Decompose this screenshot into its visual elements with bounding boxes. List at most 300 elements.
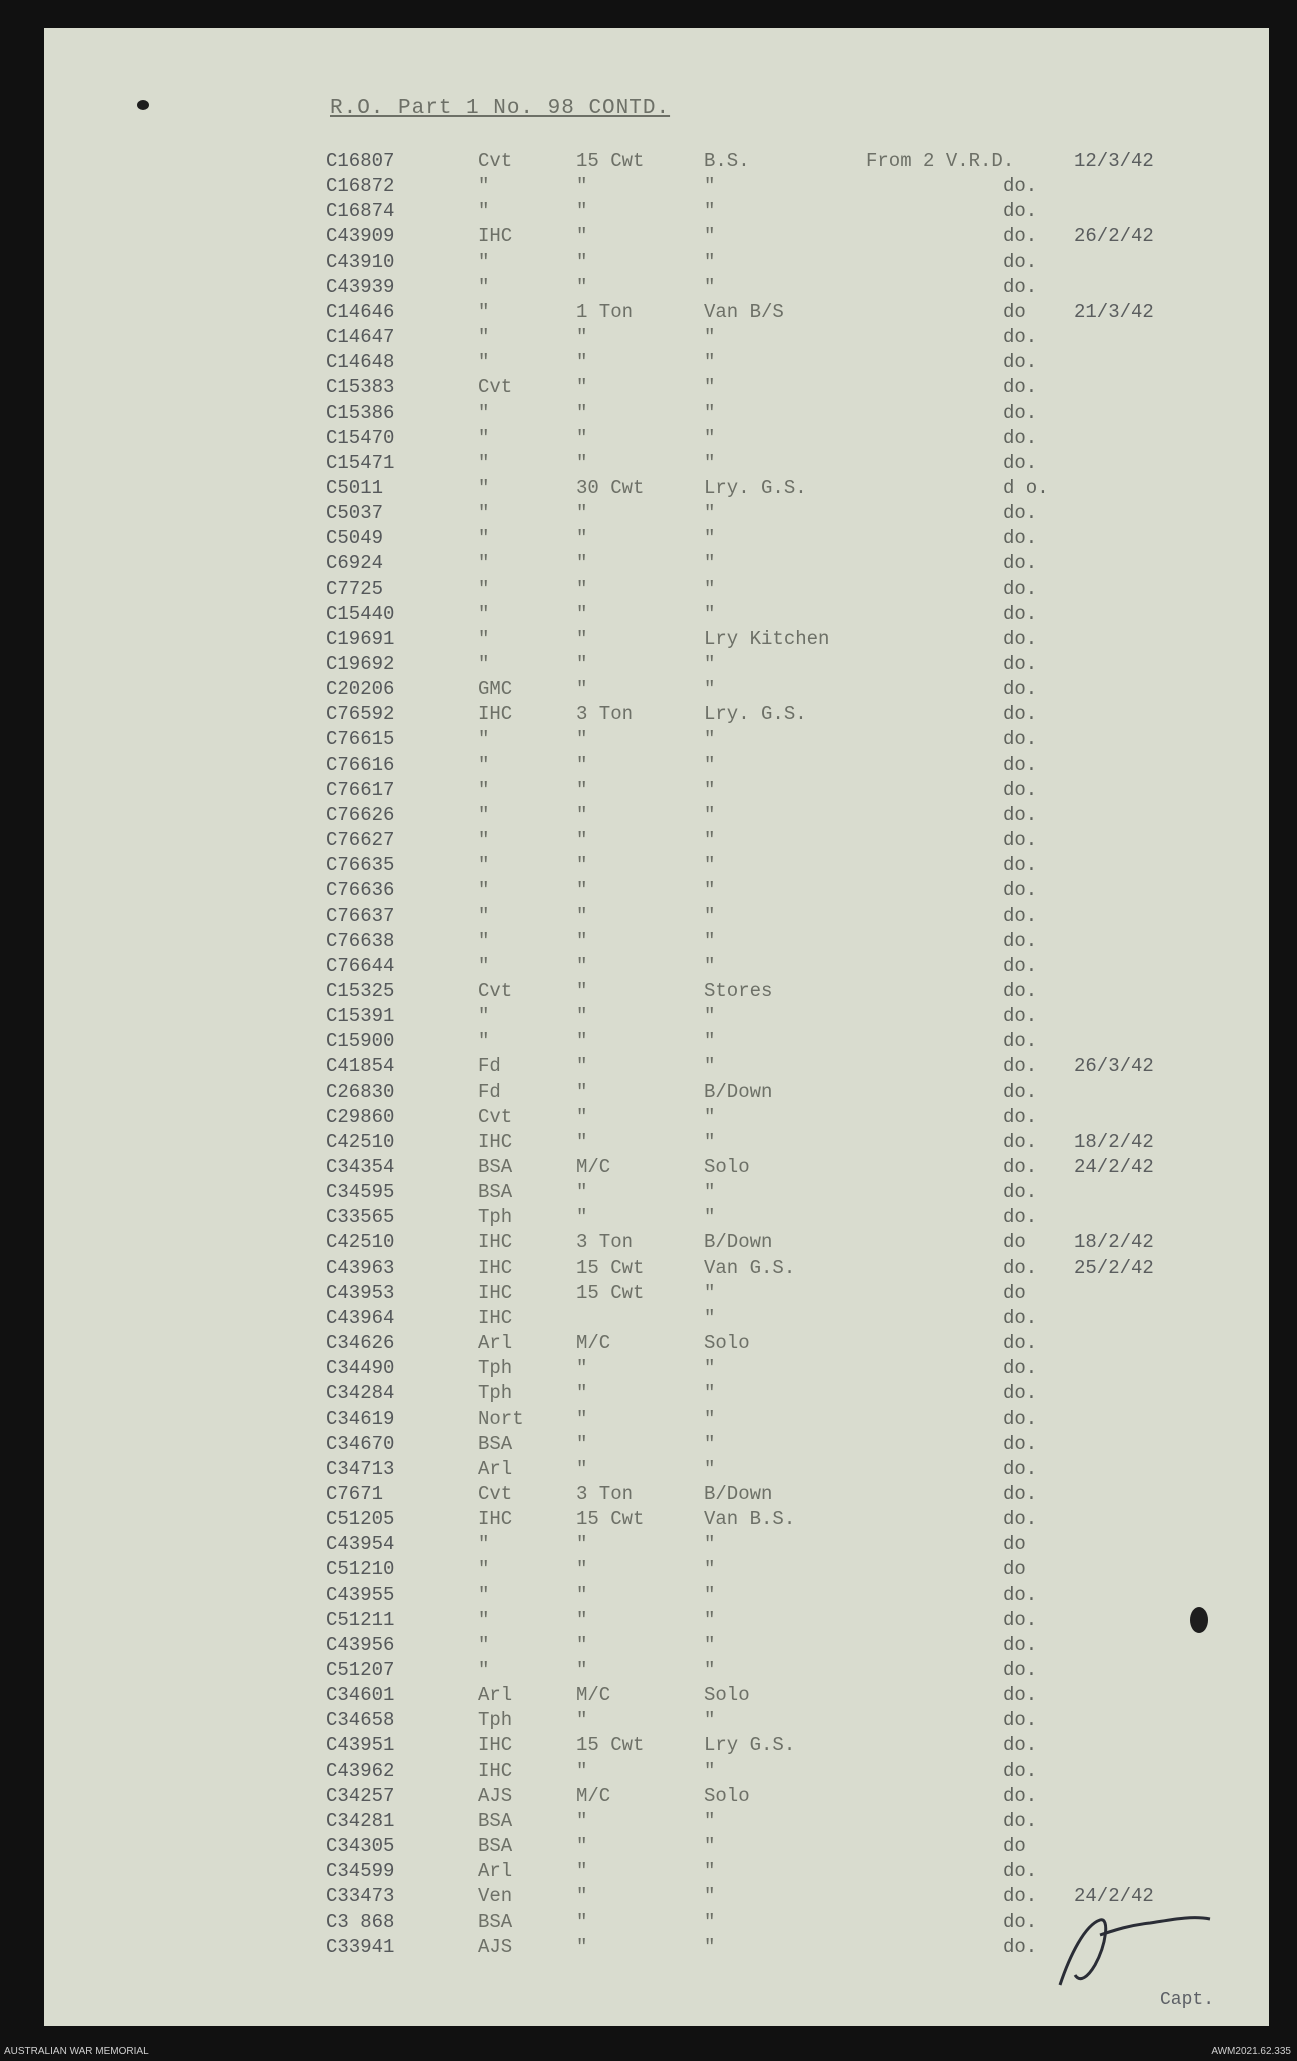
ditto-mark: do. (1003, 954, 1038, 977)
vehicle-make: " (478, 778, 490, 801)
vehicle-make: Nort (478, 1407, 524, 1430)
table-row (0, 301, 1297, 326)
vehicle-size: " (576, 527, 588, 550)
ditto-mark: do. (1003, 753, 1038, 776)
vehicle-number: C26830 (326, 1080, 395, 1103)
vehicle-make: " (478, 904, 490, 927)
vehicle-type: " (704, 200, 716, 223)
vehicle-size: " (576, 1105, 588, 1128)
vehicle-size: " (576, 1382, 588, 1405)
ditto-mark: do. (1003, 1457, 1038, 1480)
vehicle-make: " (478, 476, 490, 499)
vehicle-number: C34599 (326, 1860, 395, 1883)
vehicle-make: " (478, 627, 490, 650)
vehicle-make: " (478, 803, 490, 826)
vehicle-number: C34658 (326, 1709, 395, 1732)
vehicle-size: " (576, 200, 588, 223)
table-row (0, 1156, 1297, 1181)
vehicle-number: C76638 (326, 929, 395, 952)
vehicle-number: C16807 (326, 150, 395, 172)
vehicle-number: C76627 (326, 829, 395, 852)
vehicle-size: " (576, 250, 588, 273)
vehicle-type: " (704, 1181, 716, 1204)
vehicle-type: " (704, 1357, 716, 1380)
ditto-mark: do. (1003, 904, 1038, 927)
table-row (0, 1860, 1297, 1885)
vehicle-make: Arl (478, 1684, 513, 1707)
vehicle-number: C42510 (326, 1130, 395, 1153)
ditto-mark: do. (1003, 1734, 1038, 1757)
table-row (0, 703, 1297, 728)
table-row (0, 779, 1297, 804)
vehicle-make: " (478, 401, 490, 424)
ditto-mark: do. (1003, 225, 1038, 248)
vehicle-type: " (704, 753, 716, 776)
ditto-mark: do. (1003, 1508, 1038, 1531)
table-row (0, 1282, 1297, 1307)
vehicle-number: C43963 (326, 1256, 395, 1279)
date-entry: 26/3/42 (1074, 1055, 1154, 1078)
vehicle-size: 3 Ton (576, 703, 634, 726)
vehicle-make: IHC (478, 1759, 513, 1782)
table-row (0, 1584, 1297, 1609)
ditto-mark: do. (1003, 1482, 1038, 1505)
table-row (0, 1734, 1297, 1759)
vehicle-type: Lry G.S. (704, 1734, 796, 1757)
ditto-mark: do. (1003, 1206, 1038, 1229)
vehicle-number: C15386 (326, 401, 395, 424)
vehicle-size: " (576, 627, 588, 650)
vehicle-type: " (704, 1910, 716, 1933)
ditto-mark: do. (1003, 1130, 1038, 1153)
table-row (0, 1131, 1297, 1156)
vehicle-type: " (704, 502, 716, 525)
vehicle-make: " (478, 577, 490, 600)
vehicle-type: " (704, 577, 716, 600)
vehicle-make: " (478, 200, 490, 223)
table-row (0, 1332, 1297, 1357)
vehicle-size: 15 Cwt (576, 1734, 645, 1757)
table-row (0, 1257, 1297, 1282)
vehicle-number: C43953 (326, 1281, 395, 1304)
vehicle-make: " (478, 275, 490, 298)
vehicle-size: " (576, 1633, 588, 1656)
table-row (0, 930, 1297, 955)
vehicle-number: C15440 (326, 602, 395, 625)
vehicle-type: B/Down (704, 1080, 773, 1103)
vehicle-size: " (576, 275, 588, 298)
ditto-mark: do. (1003, 1030, 1038, 1053)
vehicle-number: C43939 (326, 275, 395, 298)
vehicle-number: C29860 (326, 1105, 395, 1128)
table-row (0, 955, 1297, 980)
vehicle-size: " (576, 829, 588, 852)
vehicle-size: " (576, 1860, 588, 1883)
vehicle-make: BSA (478, 1156, 513, 1178)
vehicle-make: " (478, 1633, 490, 1656)
ditto-mark: do. (1003, 602, 1038, 625)
vehicle-make: IHC (478, 1281, 513, 1304)
vehicle-make: Ven (478, 1885, 513, 1908)
table-row (0, 1030, 1297, 1055)
vehicle-number: C14648 (326, 351, 395, 374)
ditto-mark: do. (1003, 778, 1038, 801)
vehicle-size: 3 Ton (576, 1482, 634, 1505)
vehicle-type: Lry Kitchen (704, 627, 830, 650)
vehicle-size: " (576, 1558, 588, 1581)
ditto-mark: do. (1003, 1181, 1038, 1204)
vehicle-make: Arl (478, 1457, 513, 1480)
vehicle-make: Cvt (478, 150, 513, 172)
vehicle-make: " (478, 728, 490, 751)
table-row (0, 552, 1297, 577)
ditto-mark: do. (1003, 275, 1038, 298)
ditto-mark: do. (1003, 1382, 1038, 1405)
table-row (0, 326, 1297, 351)
vehicle-size: " (576, 1533, 588, 1556)
vehicle-make: " (478, 1005, 490, 1028)
vehicle-number: C76617 (326, 778, 395, 801)
vehicle-number: C76636 (326, 879, 395, 902)
vehicle-number: C76626 (326, 803, 395, 826)
ditto-mark: do. (1003, 1332, 1038, 1355)
table-row (0, 1609, 1297, 1634)
vehicle-make: " (478, 854, 490, 877)
table-row (0, 477, 1297, 502)
ditto-mark: do. (1003, 376, 1038, 399)
table-row (0, 728, 1297, 753)
vehicle-type: " (704, 1407, 716, 1430)
vehicle-type: Solo (704, 1332, 750, 1355)
vehicle-number: C5037 (326, 502, 384, 525)
vehicle-make: IHC (478, 1306, 513, 1329)
vehicle-type: Lry. G.S. (704, 703, 807, 726)
vehicle-size: M/C (576, 1784, 611, 1807)
signature-title: Capt. (1160, 1990, 1215, 2010)
table-row (0, 1307, 1297, 1332)
vehicle-number: C34601 (326, 1684, 395, 1707)
vehicle-make: " (478, 451, 490, 474)
vehicle-size: M/C (576, 1332, 611, 1355)
vehicle-type: " (704, 1382, 716, 1405)
table-row (0, 1433, 1297, 1458)
vehicle-size: " (576, 1181, 588, 1204)
vehicle-number: C43955 (326, 1583, 395, 1606)
vehicle-number: C76637 (326, 904, 395, 927)
ditto-mark: do. (1003, 401, 1038, 424)
vehicle-make: IHC (478, 225, 513, 248)
ditto-mark: do. (1003, 326, 1038, 349)
table-row (0, 276, 1297, 301)
vehicle-make: Arl (478, 1860, 513, 1883)
vehicle-size: " (576, 1759, 588, 1782)
table-row (0, 1357, 1297, 1382)
vehicle-number: C76644 (326, 954, 395, 977)
vehicle-number: C5011 (326, 476, 384, 499)
vehicle-make: IHC (478, 1256, 513, 1279)
ditto-mark: do. (1003, 1784, 1038, 1807)
ditto-mark: do. (1003, 250, 1038, 273)
vehicle-number: C16874 (326, 200, 395, 223)
ditto-mark: do. (1003, 653, 1038, 675)
table-row (0, 628, 1297, 653)
vehicle-size: " (576, 175, 588, 198)
ditto-mark: do. (1003, 1055, 1038, 1078)
table-row (0, 754, 1297, 779)
ditto-mark: do. (1003, 1759, 1038, 1782)
source-unit: From 2 V.R.D. (866, 150, 1015, 172)
vehicle-size: " (576, 1809, 588, 1832)
table-row (0, 1408, 1297, 1433)
vehicle-size: " (576, 502, 588, 525)
vehicle-size: " (576, 979, 588, 1002)
vehicle-size: " (576, 854, 588, 877)
vehicle-size: 15 Cwt (576, 150, 645, 172)
vehicle-number: C14646 (326, 300, 395, 323)
vehicle-make: Fd (478, 1080, 501, 1103)
vehicle-make: " (478, 351, 490, 374)
vehicle-number: C34284 (326, 1382, 395, 1405)
vehicle-number: C7725 (326, 577, 384, 600)
table-row (0, 1709, 1297, 1734)
vehicle-number: C43909 (326, 225, 395, 248)
vehicle-make: AJS (478, 1935, 513, 1958)
vehicle-size: M/C (576, 1156, 611, 1178)
table-row (0, 1533, 1297, 1558)
ditto-mark: do. (1003, 1306, 1038, 1329)
vehicle-number: C43956 (326, 1633, 395, 1656)
vehicle-type: " (704, 778, 716, 801)
ditto-mark: do. (1003, 1633, 1038, 1656)
vehicle-size: " (576, 753, 588, 776)
vehicle-number: C33565 (326, 1206, 395, 1229)
vehicle-number: C76616 (326, 753, 395, 776)
vehicle-type: " (704, 1935, 716, 1958)
vehicle-number: C34595 (326, 1181, 395, 1204)
vehicle-number: C34670 (326, 1432, 395, 1455)
vehicle-number: C51207 (326, 1659, 395, 1681)
vehicle-make: " (478, 1583, 490, 1606)
vehicle-make: " (478, 829, 490, 852)
vehicle-type: " (704, 1306, 716, 1329)
table-row (0, 905, 1297, 930)
vehicle-number: C42510 (326, 1231, 395, 1254)
table-row (0, 1231, 1297, 1256)
vehicle-make: " (478, 300, 490, 323)
ditto-mark: do. (1003, 175, 1038, 198)
vehicle-type: " (704, 1281, 716, 1304)
vehicle-type: " (704, 1583, 716, 1606)
vehicle-make: AJS (478, 1784, 513, 1807)
vehicle-make: " (478, 527, 490, 550)
table-row (0, 1458, 1297, 1483)
table-row (0, 1181, 1297, 1206)
vehicle-type: B/Down (704, 1482, 773, 1505)
vehicle-number: C34626 (326, 1332, 395, 1355)
ditto-mark: do. (1003, 502, 1038, 525)
vehicle-type: Lry. G.S. (704, 476, 807, 499)
vehicle-type: Van G.S. (704, 1256, 796, 1279)
table-row (0, 1835, 1297, 1860)
ditto-mark: do (1003, 1558, 1026, 1581)
table-row (0, 175, 1297, 200)
vehicle-make: Tph (478, 1206, 513, 1229)
vehicle-number: C34713 (326, 1457, 395, 1480)
vehicle-size: " (576, 1835, 588, 1858)
vehicle-number: C76615 (326, 728, 395, 751)
vehicle-make: Cvt (478, 1105, 513, 1128)
vehicle-type: " (704, 728, 716, 751)
ditto-mark: do (1003, 1231, 1026, 1254)
ditto-mark: do. (1003, 1684, 1038, 1707)
ditto-mark: do. (1003, 1885, 1038, 1908)
vehicle-number: C19691 (326, 627, 395, 650)
table-row (0, 225, 1297, 250)
ditto-mark: do. (1003, 351, 1038, 374)
vehicle-make: " (478, 426, 490, 449)
ditto-mark: do (1003, 1835, 1026, 1858)
vehicle-number: C15470 (326, 426, 395, 449)
vehicle-size: " (576, 351, 588, 374)
vehicle-type: " (704, 1633, 716, 1656)
vehicle-size: " (576, 1709, 588, 1732)
vehicle-type: " (704, 854, 716, 877)
table-row (0, 578, 1297, 603)
vehicle-make: " (478, 250, 490, 273)
ditto-mark: do. (1003, 1080, 1038, 1103)
date-entry: 18/2/42 (1074, 1130, 1154, 1153)
vehicle-number: C6924 (326, 552, 384, 575)
vehicle-size: " (576, 904, 588, 927)
vehicle-type: B/Down (704, 1231, 773, 1254)
vehicle-make: BSA (478, 1432, 513, 1455)
vehicle-size: " (576, 1005, 588, 1028)
vehicle-size: " (576, 1432, 588, 1455)
vehicle-size: " (576, 451, 588, 474)
vehicle-number: C34619 (326, 1407, 395, 1430)
ditto-mark: do. (1003, 1407, 1038, 1430)
vehicle-make: Tph (478, 1382, 513, 1405)
date-entry: 12/3/42 (1074, 150, 1154, 172)
vehicle-type: " (704, 1533, 716, 1556)
vehicle-number: C15383 (326, 376, 395, 399)
vehicle-number: C43954 (326, 1533, 395, 1556)
ditto-mark: do. (1003, 426, 1038, 449)
table-row (0, 527, 1297, 552)
vehicle-type: " (704, 954, 716, 977)
vehicle-size: " (576, 1407, 588, 1430)
vehicle-number: C15900 (326, 1030, 395, 1053)
ditto-mark: d o. (1003, 476, 1049, 499)
vehicle-make: IHC (478, 1508, 513, 1531)
vehicle-number: C15391 (326, 1005, 395, 1028)
vehicle-make: " (478, 552, 490, 575)
vehicle-number: C33473 (326, 1885, 395, 1908)
ditto-mark: do. (1003, 1659, 1038, 1681)
vehicle-number: C5049 (326, 527, 384, 550)
vehicle-make: " (478, 1533, 490, 1556)
vehicle-number: C16872 (326, 175, 395, 198)
vehicle-number: C43910 (326, 250, 395, 273)
vehicle-type: " (704, 602, 716, 625)
vehicle-make: " (478, 929, 490, 952)
vehicle-size: " (576, 1659, 588, 1681)
table-row (0, 980, 1297, 1005)
table-row (0, 502, 1297, 527)
date-entry: 26/2/42 (1074, 225, 1154, 248)
date-entry: 18/2/42 (1074, 1231, 1154, 1254)
vehicle-make: " (478, 602, 490, 625)
vehicle-number: C76635 (326, 854, 395, 877)
vehicle-type: " (704, 1558, 716, 1581)
vehicle-make: " (478, 1030, 490, 1053)
vehicle-number: C51205 (326, 1508, 395, 1531)
table-row (0, 1634, 1297, 1659)
vehicle-type: " (704, 175, 716, 198)
table-row (0, 376, 1297, 401)
vehicle-type: " (704, 527, 716, 550)
vehicle-type: Van B.S. (704, 1508, 796, 1531)
vehicle-number: C34354 (326, 1156, 395, 1178)
vehicle-type: " (704, 225, 716, 248)
vehicle-type: " (704, 1206, 716, 1229)
vehicle-make: BSA (478, 1835, 513, 1858)
vehicle-type: " (704, 1835, 716, 1858)
ditto-mark: do (1003, 1281, 1026, 1304)
ditto-mark: do. (1003, 200, 1038, 223)
vehicle-make: BSA (478, 1809, 513, 1832)
vehicle-number: C15325 (326, 979, 395, 1002)
footer-right: AWM2021.62.335 (1211, 2046, 1291, 2057)
ditto-mark: do. (1003, 728, 1038, 751)
vehicle-size: " (576, 426, 588, 449)
vehicle-type: " (704, 275, 716, 298)
vehicle-size: " (576, 1206, 588, 1229)
document-header: R.O. Part 1 No. 98 CONTD. (330, 97, 671, 120)
vehicle-make: IHC (478, 1231, 513, 1254)
vehicle-number: C33941 (326, 1935, 395, 1958)
ditto-mark: do. (1003, 829, 1038, 852)
vehicle-type: " (704, 1030, 716, 1053)
vehicle-size: " (576, 678, 588, 701)
vehicle-size: " (576, 653, 588, 675)
ink-mark (137, 100, 149, 110)
table-row (0, 351, 1297, 376)
vehicle-type: " (704, 401, 716, 424)
table-row (0, 1558, 1297, 1583)
vehicle-make: IHC (478, 1734, 513, 1757)
vehicle-type: " (704, 250, 716, 273)
vehicle-make: " (478, 1608, 490, 1631)
date-entry: 24/2/42 (1074, 1156, 1154, 1178)
ditto-mark: do. (1003, 703, 1038, 726)
vehicle-size: " (576, 1080, 588, 1103)
table-row (0, 452, 1297, 477)
vehicle-make: IHC (478, 703, 513, 726)
vehicle-number: C43951 (326, 1734, 395, 1757)
ditto-mark: do. (1003, 1432, 1038, 1455)
vehicle-number: C51210 (326, 1558, 395, 1581)
vehicle-make: BSA (478, 1910, 513, 1933)
ditto-mark: do (1003, 300, 1026, 323)
table-row (0, 1810, 1297, 1835)
vehicle-size: 15 Cwt (576, 1281, 645, 1304)
vehicle-type: " (704, 426, 716, 449)
vehicle-type: " (704, 1055, 716, 1078)
vehicle-number: C43962 (326, 1759, 395, 1782)
vehicle-number: C34305 (326, 1835, 395, 1858)
vehicle-number: C51211 (326, 1608, 395, 1631)
